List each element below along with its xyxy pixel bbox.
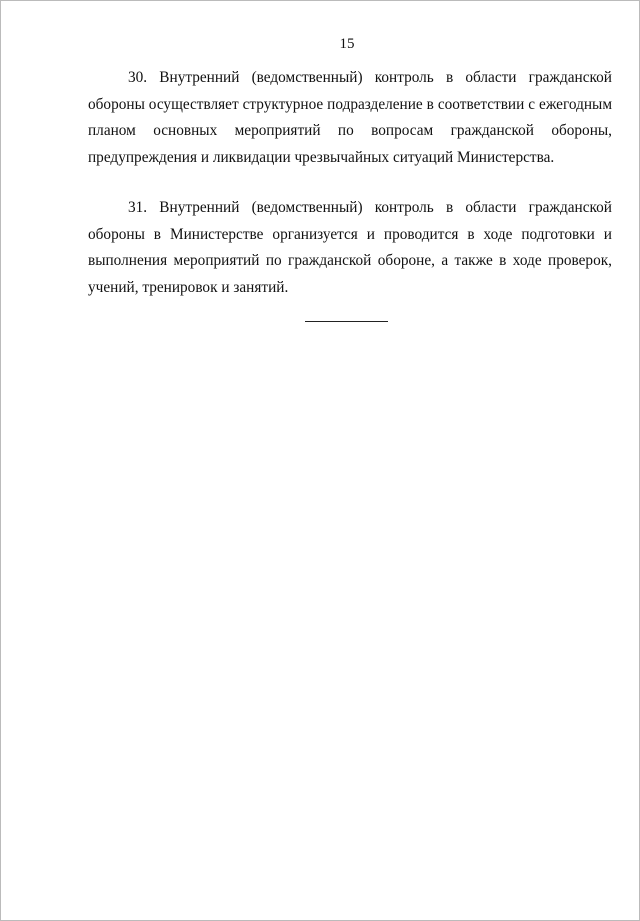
end-separator-line xyxy=(305,321,388,322)
page-number: 15 xyxy=(339,36,355,52)
paragraph-30: 30. Внутренний (ведомственный) контроль в области гражданской обороны осуществляет структурное подразделение в соответствии с ежегодным планом основных мероприятий по вопросам гражданской обороны, предупреждения и ликвидации чрезвычайных ситуаций Министерства. xyxy=(88,69,612,166)
paragraph-31: 31. Внутренний (ведомственный) контроль в области гражданской обороны в Министерстве организуется и проводится в ходе подготовки и выполнения мероприятий по гражданской обороне, а также в ходе проверок, учений, тренировок и занятий. xyxy=(88,199,612,296)
